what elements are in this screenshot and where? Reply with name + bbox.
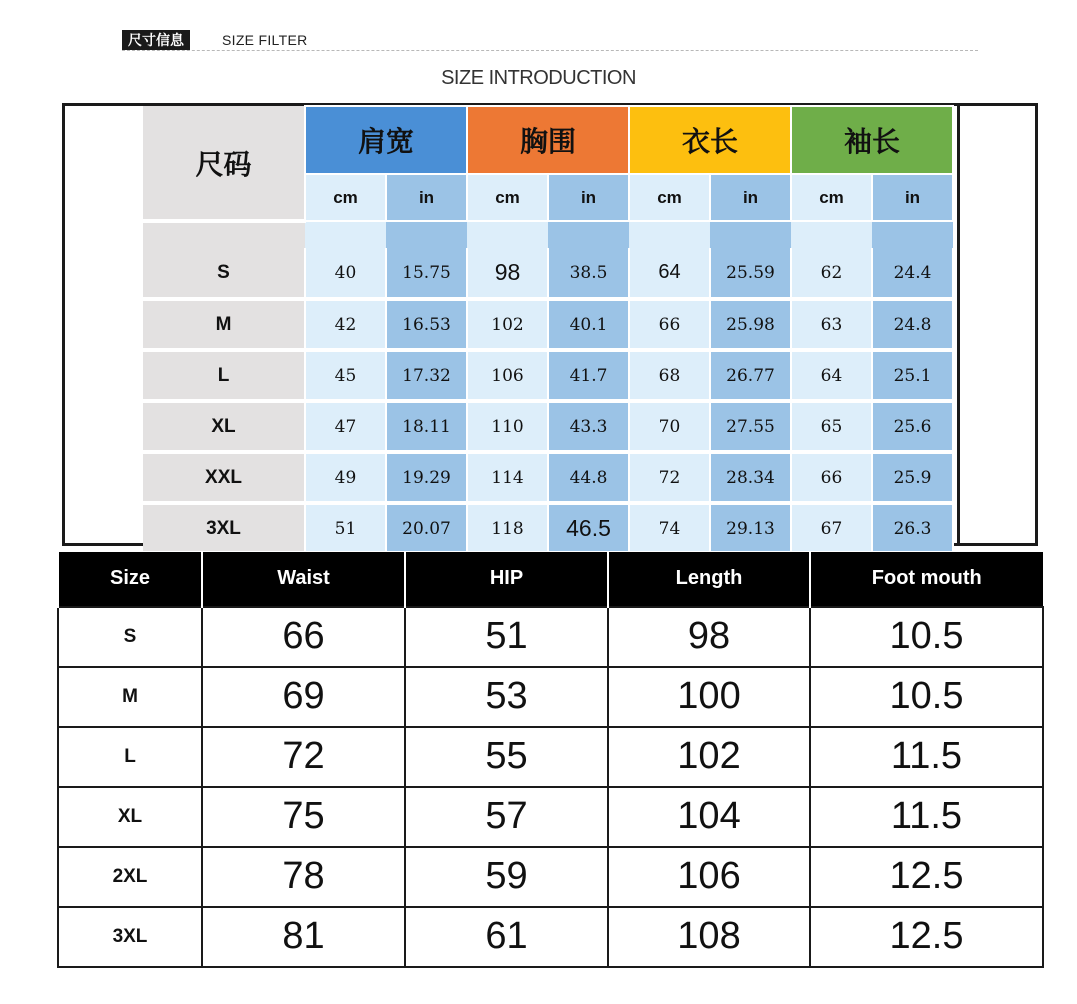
value-cell: 25.1 (872, 350, 953, 401)
size-cell: 3XL (58, 907, 202, 967)
table-row (58, 907, 1043, 967)
value-cell: 40 (305, 248, 386, 299)
value-cell: 72 (629, 452, 710, 503)
value-cell: 10.5 (810, 607, 1043, 667)
value-cell: 44.8 (548, 452, 629, 503)
value-cell: 108 (608, 907, 810, 967)
size-cell: L (143, 350, 305, 401)
value-cell: 24.8 (872, 299, 953, 350)
value-cell: 25.59 (710, 248, 791, 299)
value-cell: 11.5 (810, 727, 1043, 787)
value-cell: 65 (791, 401, 872, 452)
unit-label: cm (305, 174, 386, 221)
value-cell: 98 (467, 248, 548, 299)
value-cell: 25.9 (872, 452, 953, 503)
value-cell: 63 (791, 299, 872, 350)
size-cell: L (58, 727, 202, 787)
unit-label: cm (791, 174, 872, 221)
group-header-chest: 胸围 (467, 106, 629, 174)
group-header-sleeve: 袖长 (791, 106, 953, 174)
size-info-tag: 尺寸信息 (122, 30, 190, 50)
value-cell: 59 (405, 847, 608, 907)
value-cell: 114 (467, 452, 548, 503)
value-cell: 53 (405, 667, 608, 727)
value-cell: 55 (405, 727, 608, 787)
column-header-hip: HIP (405, 552, 608, 607)
value-cell: 15.75 (386, 248, 467, 299)
value-cell: 51 (405, 607, 608, 667)
value-cell: 104 (608, 787, 810, 847)
value-cell: 67 (791, 503, 872, 554)
size-cell: XL (143, 401, 305, 452)
value-cell: 29.13 (710, 503, 791, 554)
value-cell: 26.3 (872, 503, 953, 554)
unit-label: cm (467, 174, 548, 221)
value-cell: 70 (629, 401, 710, 452)
value-cell: 27.55 (710, 401, 791, 452)
size-cell: S (143, 248, 305, 299)
value-cell: 17.32 (386, 350, 467, 401)
size-column-header: 尺码 (143, 106, 305, 221)
value-cell: 106 (608, 847, 810, 907)
table-row (143, 248, 953, 299)
value-cell: 12.5 (810, 907, 1043, 967)
value-cell: 11.5 (810, 787, 1043, 847)
value-cell: 102 (608, 727, 810, 787)
value-cell: 28.34 (710, 452, 791, 503)
value-cell: 25.98 (710, 299, 791, 350)
value-cell: 10.5 (810, 667, 1043, 727)
size-filter-bar (122, 27, 978, 51)
value-cell: 57 (405, 787, 608, 847)
value-cell: 26.77 (710, 350, 791, 401)
group-header-shoulder: 肩宽 (305, 106, 467, 174)
value-cell: 61 (405, 907, 608, 967)
table-row (58, 787, 1043, 847)
value-cell: 68 (629, 350, 710, 401)
size-cell: 2XL (58, 847, 202, 907)
size-filter-label: SIZE FILTER (222, 32, 308, 48)
value-cell: 40.1 (548, 299, 629, 350)
value-cell: 18.11 (386, 401, 467, 452)
value-cell: 19.29 (386, 452, 467, 503)
unit-label: in (872, 174, 953, 221)
value-cell: 47 (305, 401, 386, 452)
column-header-length: Length (608, 552, 810, 607)
value-cell: 25.6 (872, 401, 953, 452)
value-cell: 100 (608, 667, 810, 727)
value-cell: 118 (467, 503, 548, 554)
value-cell: 66 (791, 452, 872, 503)
value-cell: 64 (629, 248, 710, 299)
table-row (58, 727, 1043, 787)
unit-label: in (710, 174, 791, 221)
value-cell: 12.5 (810, 847, 1043, 907)
value-cell: 72 (202, 727, 405, 787)
value-cell: 62 (791, 248, 872, 299)
table-row (143, 503, 953, 554)
frame-divider-right (957, 106, 960, 543)
size-cell: M (58, 667, 202, 727)
column-header-waist: Waist (202, 552, 405, 607)
value-cell: 45 (305, 350, 386, 401)
size-chart-table-cn (143, 105, 954, 556)
size-cell: 3XL (143, 503, 305, 554)
value-cell: 38.5 (548, 248, 629, 299)
value-cell: 43.3 (548, 401, 629, 452)
size-introduction-title: SIZE INTRODUCTION (441, 67, 636, 89)
value-cell: 110 (467, 401, 548, 452)
size-cell: M (143, 299, 305, 350)
size-chart-table-en (57, 551, 1044, 968)
unit-label: in (548, 174, 629, 221)
value-cell: 66 (202, 607, 405, 667)
table-row (58, 607, 1043, 667)
value-cell: 64 (791, 350, 872, 401)
column-header-foot-mouth: Foot mouth (810, 552, 1043, 607)
value-cell: 69 (202, 667, 405, 727)
size-cell: XXL (143, 452, 305, 503)
value-cell: 66 (629, 299, 710, 350)
unit-label: in (386, 174, 467, 221)
value-cell: 75 (202, 787, 405, 847)
table-row (143, 401, 953, 452)
table-row (143, 299, 953, 350)
table-row (143, 350, 953, 401)
column-header-size: Size (58, 552, 202, 607)
value-cell: 51 (305, 503, 386, 554)
value-cell: 46.5 (548, 503, 629, 554)
value-cell: 78 (202, 847, 405, 907)
table-row (143, 452, 953, 503)
value-cell: 20.07 (386, 503, 467, 554)
size-cell: S (58, 607, 202, 667)
unit-label: cm (629, 174, 710, 221)
table-row (58, 667, 1043, 727)
value-cell: 102 (467, 299, 548, 350)
value-cell: 24.4 (872, 248, 953, 299)
table-row (58, 847, 1043, 907)
group-header-length: 衣长 (629, 106, 791, 174)
value-cell: 42 (305, 299, 386, 350)
value-cell: 41.7 (548, 350, 629, 401)
value-cell: 106 (467, 350, 548, 401)
spacer-row (143, 221, 953, 248)
value-cell: 49 (305, 452, 386, 503)
value-cell: 81 (202, 907, 405, 967)
header-row (58, 552, 1043, 607)
size-cell: XL (58, 787, 202, 847)
value-cell: 16.53 (386, 299, 467, 350)
value-cell: 74 (629, 503, 710, 554)
value-cell: 98 (608, 607, 810, 667)
